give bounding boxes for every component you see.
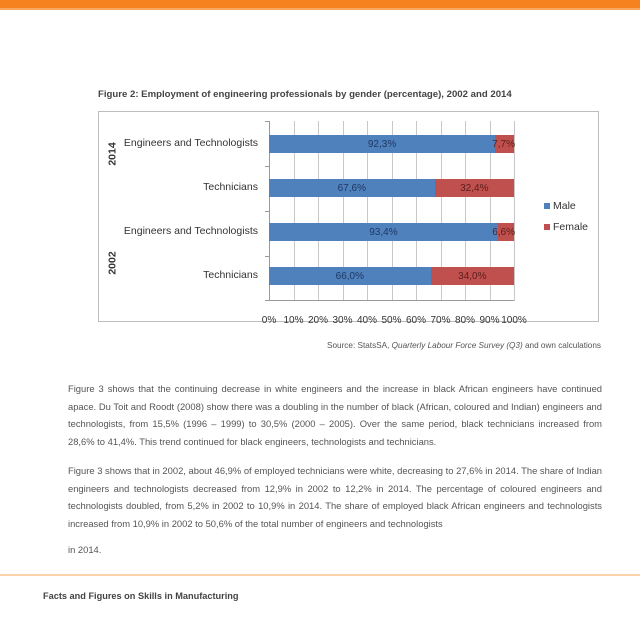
bar-segment-male: 92,3% bbox=[269, 135, 495, 153]
x-tick-label: 60% bbox=[405, 315, 427, 326]
category-label: Technicians bbox=[203, 181, 258, 193]
figure-title: Figure 2: Employment of engineering professionals by gender (percentage), 2002 and 2014 bbox=[98, 89, 512, 100]
x-tick-label: 100% bbox=[501, 315, 527, 326]
bar-segment-female: 6,6% bbox=[498, 223, 514, 241]
group-label-2002: 2002 bbox=[106, 251, 119, 275]
chart-legend bbox=[544, 200, 588, 242]
x-tick-label: 20% bbox=[307, 315, 329, 326]
body-paragraph-2: Figure 3 shows that in 2002, about 46,9% of employed technicians were white, decreasing to 27,6% in 2014. The share of Indian engineers and technologists decreased from 12,9% in 2002 to 12,2% in 2014. The percentage of coloured engineers and technologists doubled, from 5,2% in 2002 to 10,9% in 2014. The share of employed black African engineers and technologists increased from 10,9% in 2002 to 50,6% of the total number of engineers and technologists bbox=[68, 465, 602, 529]
x-tick-label: 10% bbox=[283, 315, 304, 326]
bar-2014-engineers bbox=[269, 135, 514, 153]
legend-item-female: Female bbox=[544, 221, 588, 233]
bar-segment-male: 67,6% bbox=[269, 179, 435, 197]
bar-2014-technicians bbox=[269, 179, 514, 197]
bar-segment-female: 32,4% bbox=[435, 179, 514, 197]
bar-segment-female: 7,7% bbox=[495, 135, 514, 153]
category-label: Technicians bbox=[203, 269, 258, 281]
body-paragraph-1: Figure 3 shows that the continuing decrease in white engineers and the increase in black African engineers have continued apace. Du Toit and Roodt (2008) show there was a doubling in the number of black (African, coloured and Indian) engineers and technologists, from 15,5% (1996 – 1999) to 30,5% (2000 – 2005). Over the same period, black technicians increased from 28,6% to 41,4%. This trend continued for black engineers, technologists and technicians. bbox=[68, 383, 602, 447]
x-tick-label: 40% bbox=[356, 315, 378, 326]
category-label: Engineers and Technologists bbox=[123, 137, 258, 149]
top-accent-bar bbox=[0, 0, 640, 10]
x-tick-label: 90% bbox=[479, 315, 500, 326]
x-tick-label: 70% bbox=[430, 315, 451, 326]
bar-segment-male: 93,4% bbox=[269, 223, 498, 241]
x-tick-label: 50% bbox=[381, 315, 402, 326]
body-paragraph-2-tail: in 2014. bbox=[68, 544, 102, 555]
legend-swatch-female bbox=[544, 224, 550, 230]
bar-segment-female: 34,0% bbox=[431, 267, 514, 285]
footer-divider bbox=[0, 574, 640, 576]
footer-title: Facts and Figures on Skills in Manufacturing bbox=[43, 591, 239, 601]
bar-2002-engineers bbox=[269, 223, 514, 241]
group-label-2014: 2014 bbox=[106, 142, 119, 166]
x-tick-label: 0% bbox=[261, 315, 277, 326]
bar-segment-male: 66,0% bbox=[269, 267, 431, 285]
figure-source: Source: StatsSA, Quarterly Labour Force Survey (Q3) and own calculations bbox=[327, 341, 601, 350]
x-tick-label: 80% bbox=[454, 315, 476, 326]
x-tick-label: 30% bbox=[332, 315, 353, 326]
legend-swatch-male bbox=[544, 203, 550, 209]
category-label: Engineers and Technologists bbox=[123, 225, 258, 237]
chart bbox=[98, 111, 599, 326]
plot-area bbox=[261, 121, 527, 326]
bar-2002-technicians bbox=[269, 267, 514, 285]
legend-item-male: Male bbox=[544, 200, 588, 212]
